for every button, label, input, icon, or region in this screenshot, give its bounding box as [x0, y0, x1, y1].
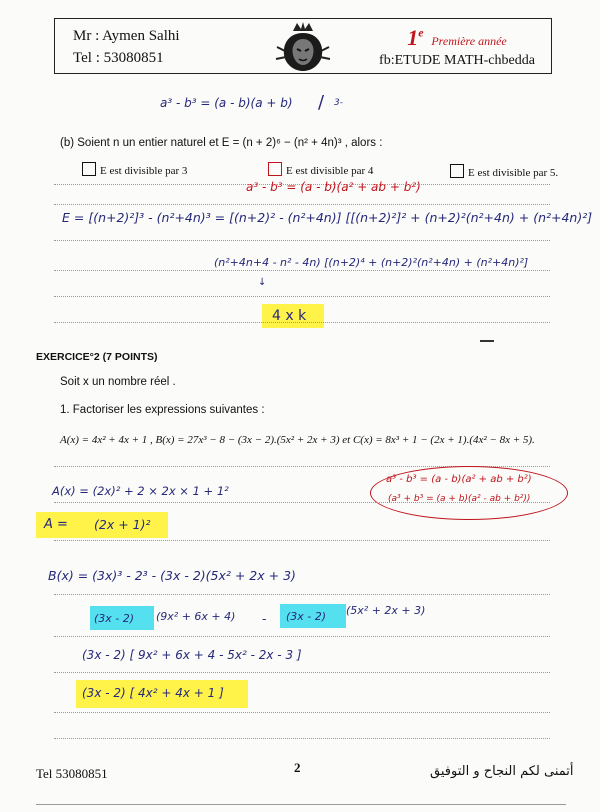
level-number: 1e: [407, 25, 424, 50]
dotted-line: [54, 672, 550, 673]
lion-crown-icon: [273, 21, 333, 71]
red-identity: a³ - b³ = (a - b)(a² + ab + b²): [246, 180, 421, 194]
part-b-statement: (b) Soient n un entier naturel et E = (n + 2)⁶ − (n² + 4n)³ , alors :: [60, 137, 383, 149]
red-note-2: (a³ + b³ = (a + b)(a² - ab + b²)): [388, 494, 531, 504]
lion-logo: [243, 19, 363, 73]
exercise-2-title: EXERCICE°2 (7 POINTS): [36, 351, 158, 363]
dotted-line: [54, 594, 550, 595]
footer-arabic-wish: أتمنى لكم النجاح و التوفيق: [430, 764, 574, 779]
dotted-line: [54, 322, 550, 323]
header-left: [55, 19, 243, 73]
top-slash: /: [318, 92, 325, 113]
teacher-name: Mr : Aymen Salhi: [73, 28, 180, 44]
dotted-line: [54, 502, 550, 503]
checkbox-icon: [450, 164, 464, 178]
dotted-line: [54, 738, 550, 739]
option-divisible-3: E est divisible par 3: [82, 162, 187, 177]
exercise-2-question-1: 1. Factoriser les expressions suivantes :: [60, 404, 265, 416]
top-small-note: 3-: [334, 98, 343, 108]
b-result: (3x - 2) [ 4x² + 4x + 1 ]: [82, 686, 224, 700]
b-factor-2: (9x² + 6x + 4): [156, 610, 236, 623]
b-factor-1: (3x - 2): [94, 612, 135, 625]
facebook-page: fb:ETUDE MATH-chbedda: [379, 53, 535, 68]
page-bottom-line: [36, 804, 566, 805]
dotted-line: [54, 540, 550, 541]
exercise-2-intro: Soit x un nombre réel .: [60, 376, 176, 388]
top-formula: a³ - b³ = (a - b)(a + b): [160, 96, 293, 110]
page-number: 2: [294, 760, 301, 775]
header-right: [363, 19, 551, 73]
checked-box-icon: [268, 162, 282, 176]
dotted-line: [54, 636, 550, 637]
dotted-line: [54, 296, 550, 297]
dotted-line: [54, 240, 550, 241]
option-divisible-5: E est divisible par 5.: [450, 164, 558, 179]
a-work: A(x) = (2x)² + 2 × 2x × 1 + 1²: [52, 484, 229, 498]
expressions-to-factor: A(x) = 4x² + 4x + 1 , B(x) = 27x³ − 8 − (3x − 2).(5x² + 2x + 3) et C(x) = 8x³ + 1 − (2x + 1).(4x² − 8x + 5).: [60, 434, 535, 446]
dotted-line: [54, 184, 550, 185]
checkbox-icon: [82, 162, 96, 176]
dotted-line: [54, 712, 550, 713]
red-note-1: a³ - b³ = (a - b)(a² + ab + b²): [386, 474, 532, 485]
b-factor-3: (3x - 2): [286, 610, 327, 623]
e-work-line-2: (n²+4n+4 - n² - 4n) [(n+2)⁴ + (n+2)²(n²+4n) + (n²+4n)²]: [214, 256, 529, 269]
footer-phone: Tel 53080851: [36, 766, 108, 781]
b-work-line-1: B(x) = (3x)³ - 2³ - (3x - 2)(5x² + 2x + 3): [48, 568, 296, 583]
a-result: (2x + 1)²: [94, 517, 151, 532]
down-arrow-icon: ↓: [258, 277, 267, 288]
dotted-line: [54, 270, 550, 271]
header-box: [54, 18, 552, 74]
option-divisible-4: E est divisible par 4: [268, 162, 373, 177]
dash-mark: [480, 340, 494, 342]
e-work-line-1: E = [(n+2)²]³ - (n²+4n)³ = [(n+2)² - (n²+4n)] [[(n+2)²]² + (n+2)²(n²+4n) + (n²+4n)²]: [62, 210, 593, 225]
b-work-line-3: (3x - 2) [ 9x² + 6x + 4 - 5x² - 2x - 3 ]: [82, 648, 302, 662]
teacher-phone: Tel : 53080851: [73, 50, 164, 66]
e-answer: 4 x k: [272, 308, 307, 324]
level-text: Première année: [431, 34, 507, 48]
a-result-label: A =: [44, 517, 68, 532]
dotted-line: [54, 204, 550, 205]
b-minus: -: [262, 612, 267, 626]
b-factor-4: (5x² + 2x + 3): [346, 604, 426, 617]
